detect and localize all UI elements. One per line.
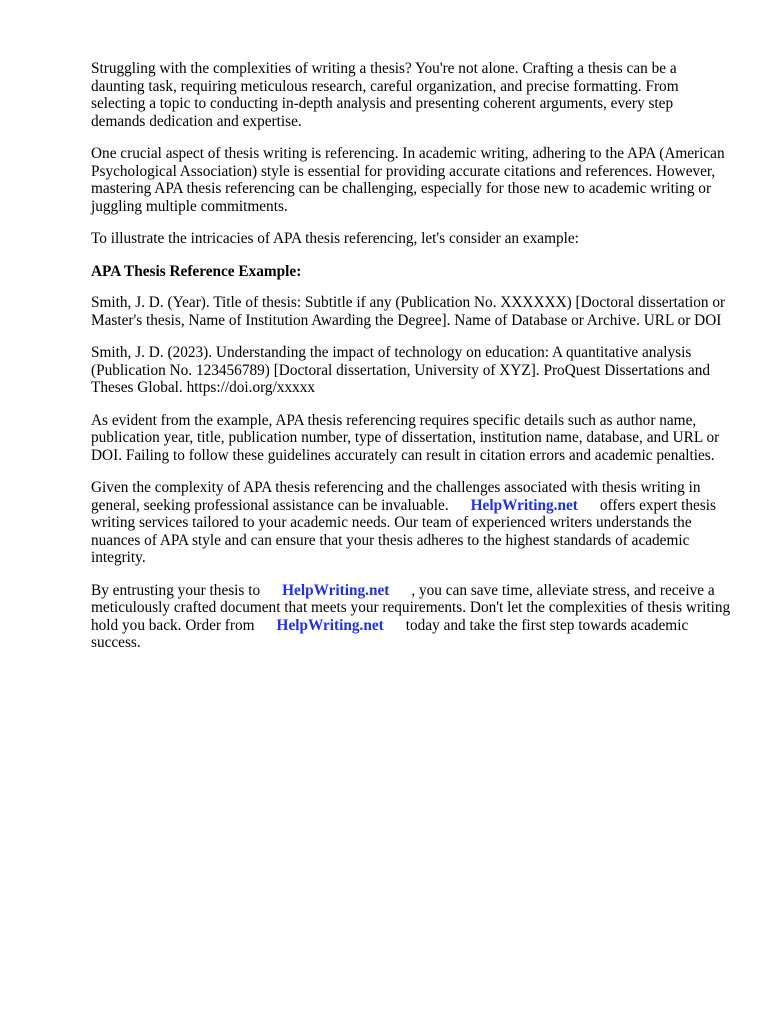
complexity-text-after-link: offers expert thesis writing services tailored to your academic needs. Our team of experienced writers understands the nuances of APA style and can ensure that your thesis adheres to the highest standards of academic integrity. (91, 496, 716, 566)
example-heading: APA Thesis Reference Example: (91, 262, 302, 280)
helpwriting-link-1[interactable]: HelpWriting.net (282, 581, 390, 599)
reference-example: Smith, J. D. (2023). Understanding the impact of technology on education: A quantitative analysis (Publication No. 123456789) [Doctoral dissertation, University of XYZ]. ProQuest Dissertations and Theses Global. https://doi.org/xxxxx (91, 344, 711, 396)
complexity-paragraph (91, 479, 731, 567)
evident-paragraph: As evident from the example, APA thesis referencing requires specific details such as author name, publication year, title, publication number, type of dissertation, institution name, database, and URL or DOI. Failing to follow these guidelines accurately can result in citation errors and academic penalties. (91, 411, 720, 464)
closing-text-after-link: today and take the first step towards academic success. (91, 616, 689, 651)
reference-template: Smith, J. D. (Year). Title of thesis: Subtitle if any (Publication No. XXXXXX) [Doctoral dissertation or Master's thesis, Name of Institution Awarding the Degree]. Name of Database or Archive. URL or DOI (91, 294, 726, 329)
referencing-paragraph: One crucial aspect of thesis writing is referencing. In academic writing, adhering to the APA (American Psychological Association) style is essential for providing accurate citations and references. However, mastering APA thesis referencing can be challenging, especially for those new to academic writing or juggling multiple commitments. (91, 145, 725, 215)
illustrate-paragraph: To illustrate the intricacies of APA thesis referencing, let's consider an example: (91, 230, 579, 247)
intro-paragraph: Struggling with the complexities of writing a thesis? You're not alone. Crafting a thesis can be a daunting task, requiring meticulous research, careful organization, and precise formatting. From selecting a topic to conducting in-depth analysis and presenting coherent arguments, every step demands dedication and expertise. (91, 60, 679, 130)
closing-text-middle: , you can save time, alleviate stress, and receive a meticulously crafted document that meets your requirements. Don't let the complexities of thesis writing hold you back. Order from (91, 581, 731, 634)
document-body (91, 60, 731, 667)
helpwriting-link-2[interactable]: HelpWriting.net (276, 616, 384, 634)
helpwriting-link[interactable]: HelpWriting.net (470, 496, 578, 514)
complexity-text-before-link: Given the complexity of APA thesis referencing and the challenges associated with thesis writing in general, seeking professional assistance can be invaluable. (91, 479, 701, 514)
closing-paragraph (91, 582, 731, 652)
closing-text-before-link: By entrusting your thesis to (91, 581, 261, 599)
